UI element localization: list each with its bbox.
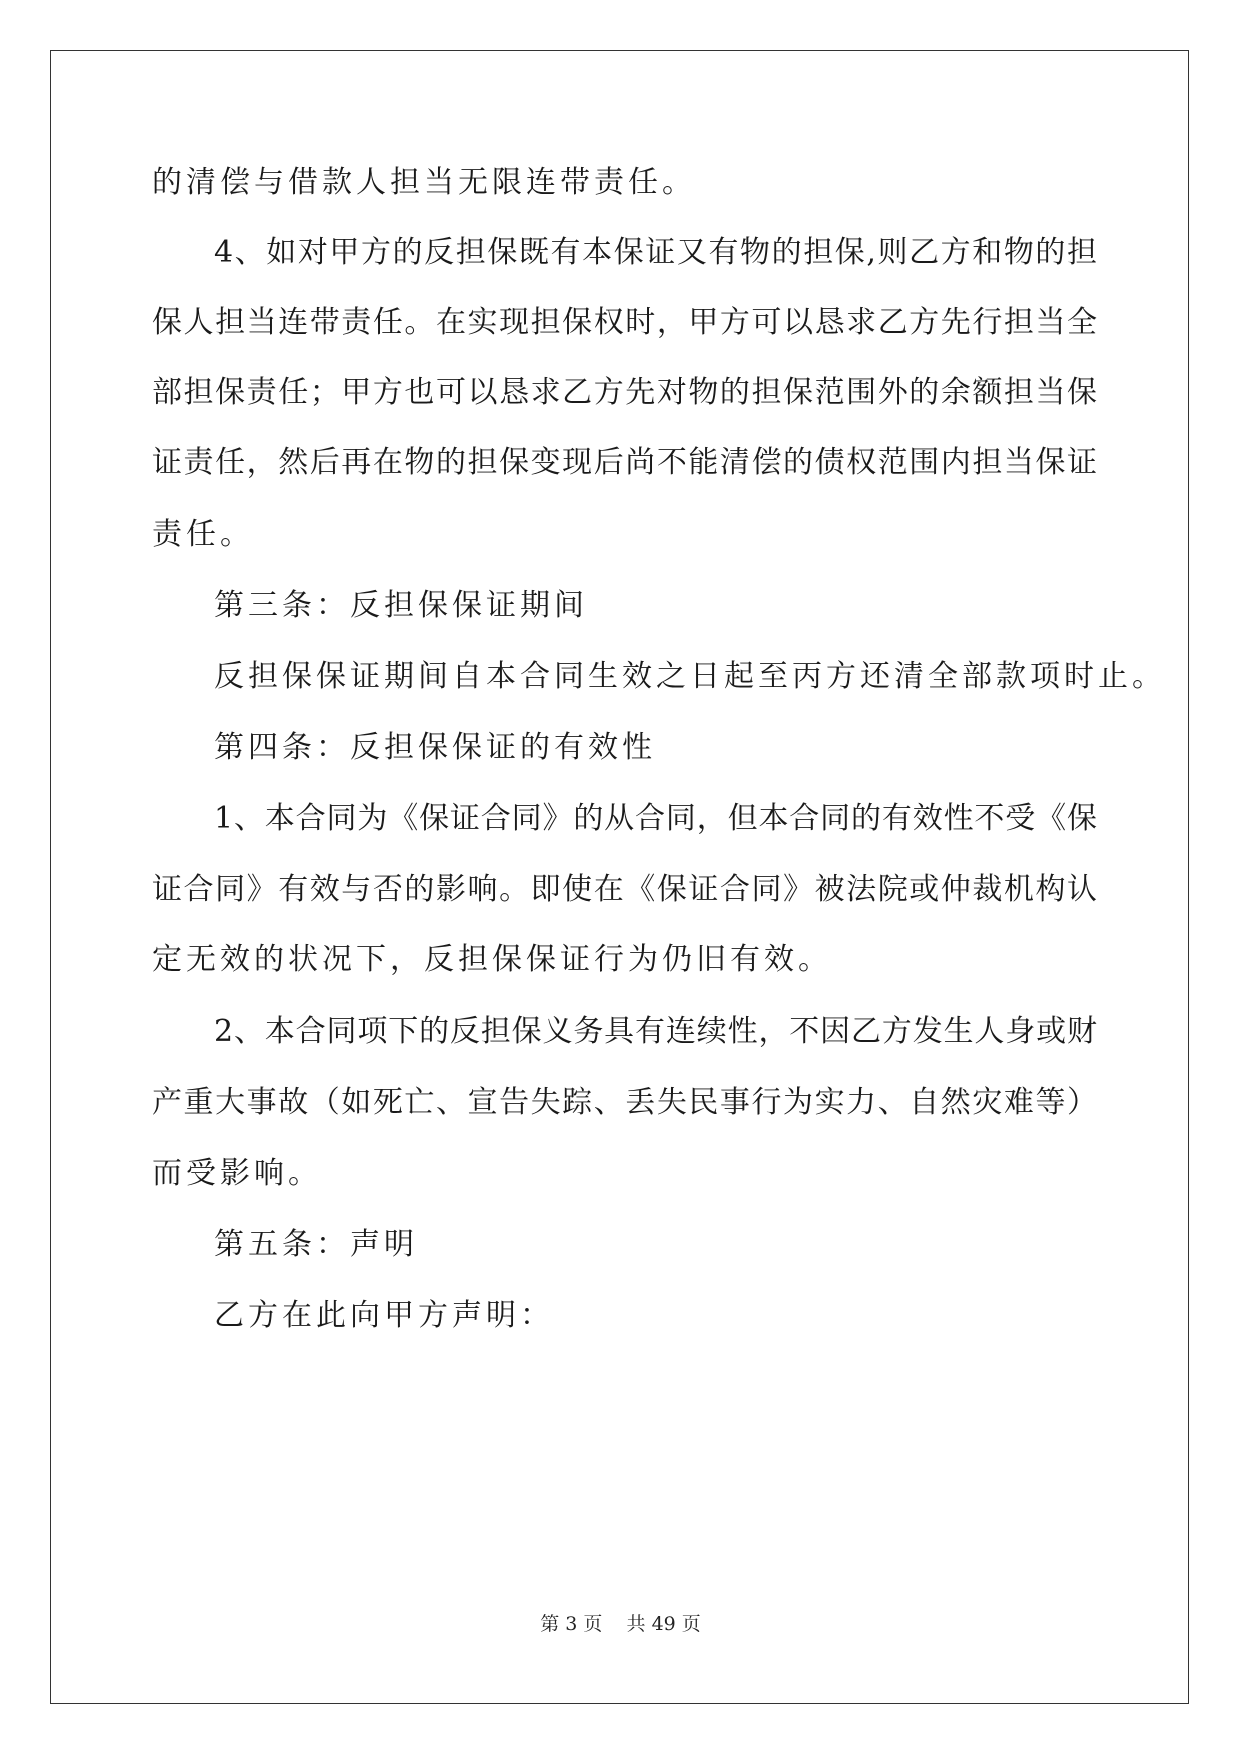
text-line: 部担保责任；甲方也可以恳求乙方先对物的担保范围外的余额担当保 [152, 375, 1097, 410]
page-number: 第 3 页 共 49 页 [540, 1613, 701, 1635]
text-line: 乙方在此向甲方声明： [214, 1298, 554, 1333]
text-line: 责任。 [152, 517, 254, 552]
text-line: 证合同》有效与否的影响。即使在《保证合同》被法院或仲裁机构认 [152, 872, 1097, 907]
text-line: 1、本合同为《保证合同》的从合同，但本合同的有效性不受《保 [214, 801, 1097, 836]
text-line: 证责任，然后再在物的担保变现后尚不能清偿的债权范围内担当保证 [152, 445, 1097, 480]
text-line: 的清偿与借款人担当无限连带责任。 [152, 165, 696, 200]
section-heading: 第三条：反担保保证期间 [214, 588, 588, 623]
section-heading: 第四条：反担保保证的有效性 [214, 730, 656, 765]
text-line: 4、如对甲方的反担保既有本保证又有物的担保,则乙方和物的担 [214, 235, 1097, 270]
text-line: 而受影响。 [152, 1156, 322, 1191]
text-line: 反担保保证期间自本合同生效之日起至丙方还清全部款项时止。 [214, 659, 1166, 694]
section-heading: 第五条：声明 [214, 1227, 418, 1262]
text-line: 保人担当连带责任。在实现担保权时，甲方可以恳求乙方先行担当全 [152, 305, 1097, 340]
text-line: 定无效的状况下，反担保保证行为仍旧有效。 [152, 942, 832, 977]
text-line: 2、本合同项下的反担保义务具有连续性，不因乙方发生人身或财 [214, 1014, 1097, 1049]
text-line: 产重大事故（如死亡、宣告失踪、丢失民事行为实力、自然灾难等） [152, 1085, 1097, 1120]
